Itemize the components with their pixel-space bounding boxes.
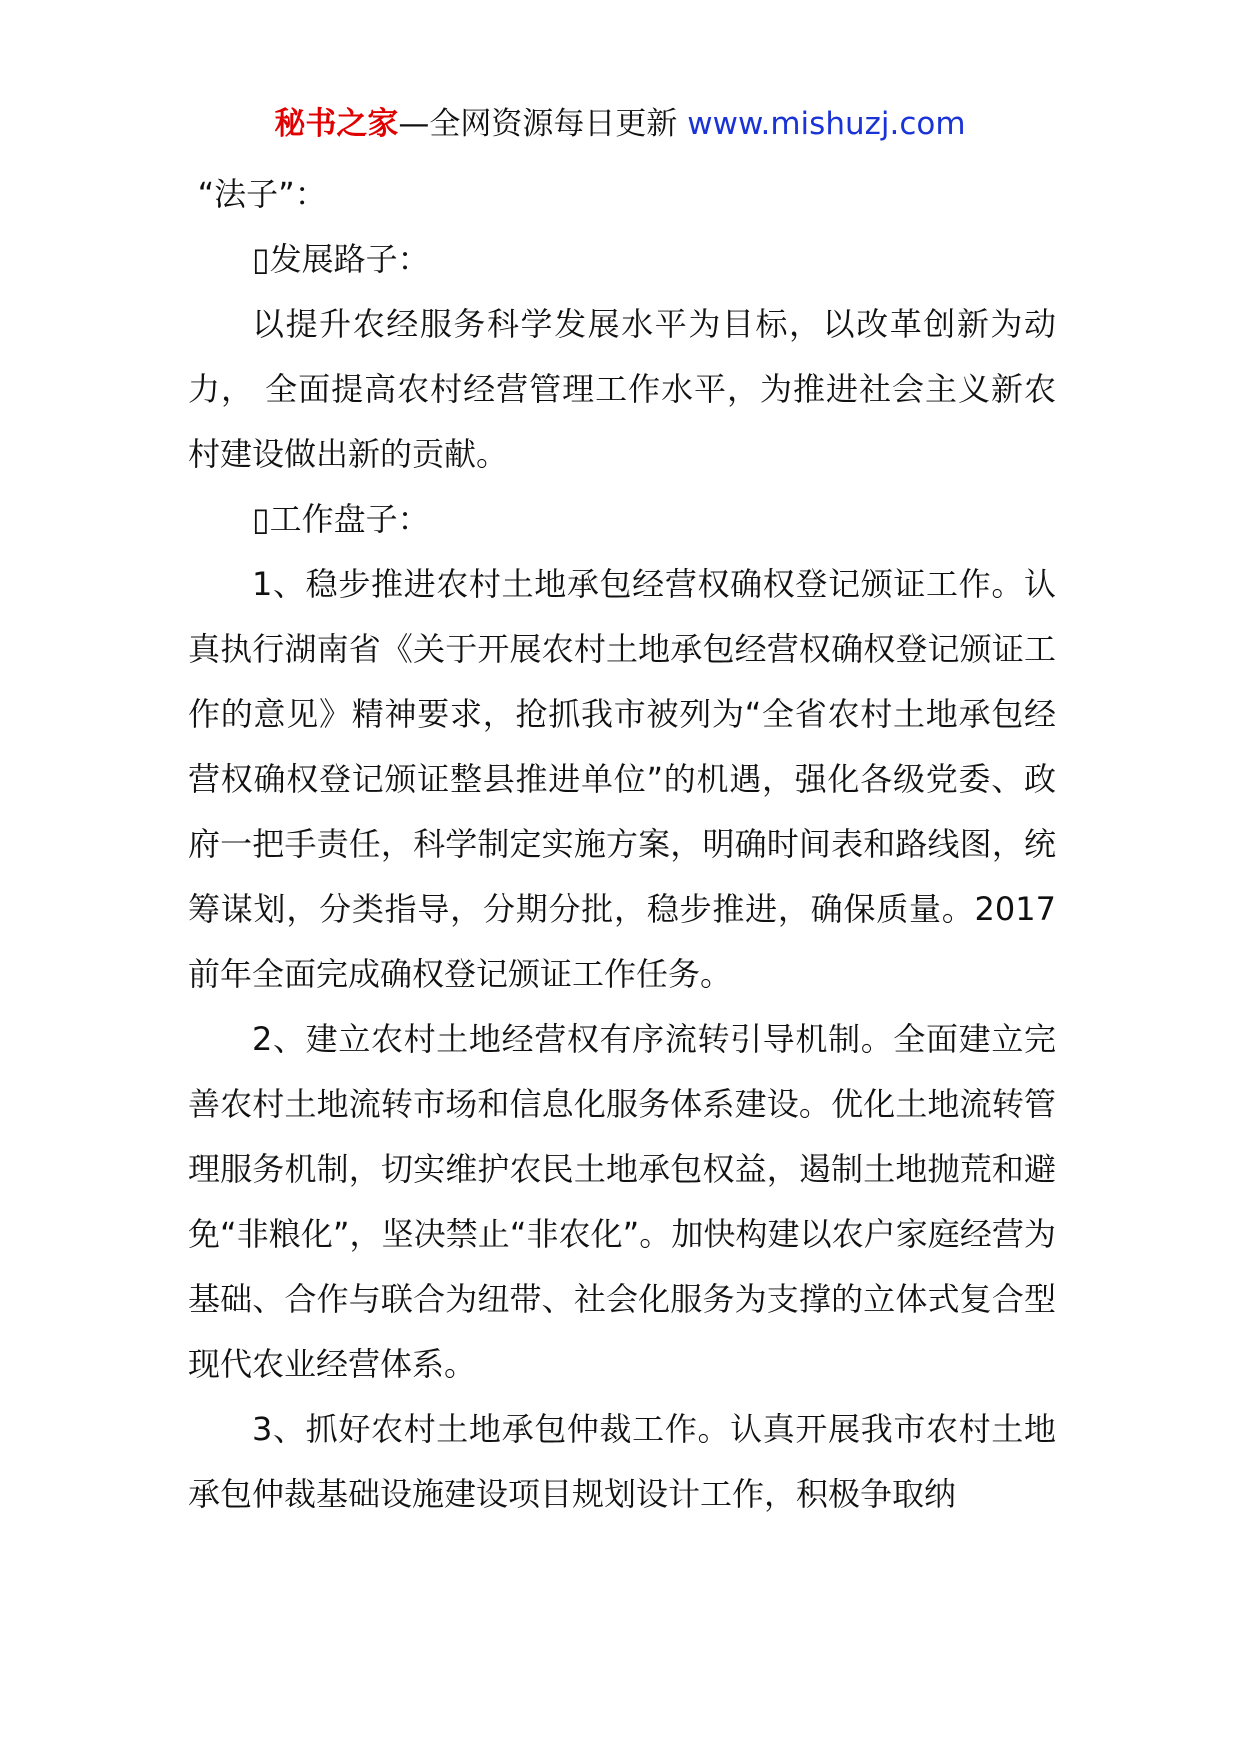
paragraph-item-3: 3、抓好农村土地承包仲裁工作。认真开展我市农村土地承包仲裁基础设施建设项目规划设计工作，积极争取纳 [188, 1410, 1056, 1513]
paragraph-item-2: 2、建立农村土地经营权有序流转引导机制。全面建立完善农村土地流转市场和信息化服务体系建设。优化土地流转管理服务机制，切实维护农民土地承包权益，遏制土地抛荒和避免“非粮化”，坚决禁止“非农化”。加快构建以农户家庭经营为基础、合作与联合为纽带、社会化服务为支撑的立体式复合型现代农业经营体系。 [188, 1020, 1056, 1383]
heading-text: 发展路子： [269, 240, 430, 278]
paragraph-development-path-heading [188, 227, 1056, 292]
site-url-link[interactable]: www.mishuzj.com [687, 106, 966, 142]
paragraph-work-plate-heading [188, 487, 1056, 552]
header-tagline: —全网资源每日更新 [398, 106, 678, 142]
missing-glyph-bullet-icon: ▯ [252, 500, 270, 538]
paragraph-item-1: 1、稳步推进农村土地承包经营权确权登记颁证工作。认真执行湖南省《关于开展农村土地承包经营权确权登记颁证工作的意见》精神要求，抢抓我市被列为“全省农村土地承包经营权确权登记颁证整县推进单位”的机遇，强化各级党委、政府一把手责任，科学制定实施方案，明确时间表和路线图，统筹谋划，分类指导，分期分批，稳步推进，确保质量。2017 前年全面完成确权登记颁证工作任务。 [188, 565, 1056, 993]
paragraph-development-path: 以提升农经服务科学发展水平为目标，以改革创新为动力， 全面提高农村经营管理工作水平，为推进社会主义新农村建设做出新的贡献。 [188, 305, 1056, 473]
paragraph-fazi: “法子”： [197, 175, 327, 213]
missing-glyph-bullet-icon: ▯ [252, 240, 270, 278]
document-body [188, 162, 1056, 1527]
heading-text: 工作盘子： [269, 500, 430, 538]
site-header [0, 102, 1240, 146]
brand-name: 秘书之家 [274, 106, 399, 142]
